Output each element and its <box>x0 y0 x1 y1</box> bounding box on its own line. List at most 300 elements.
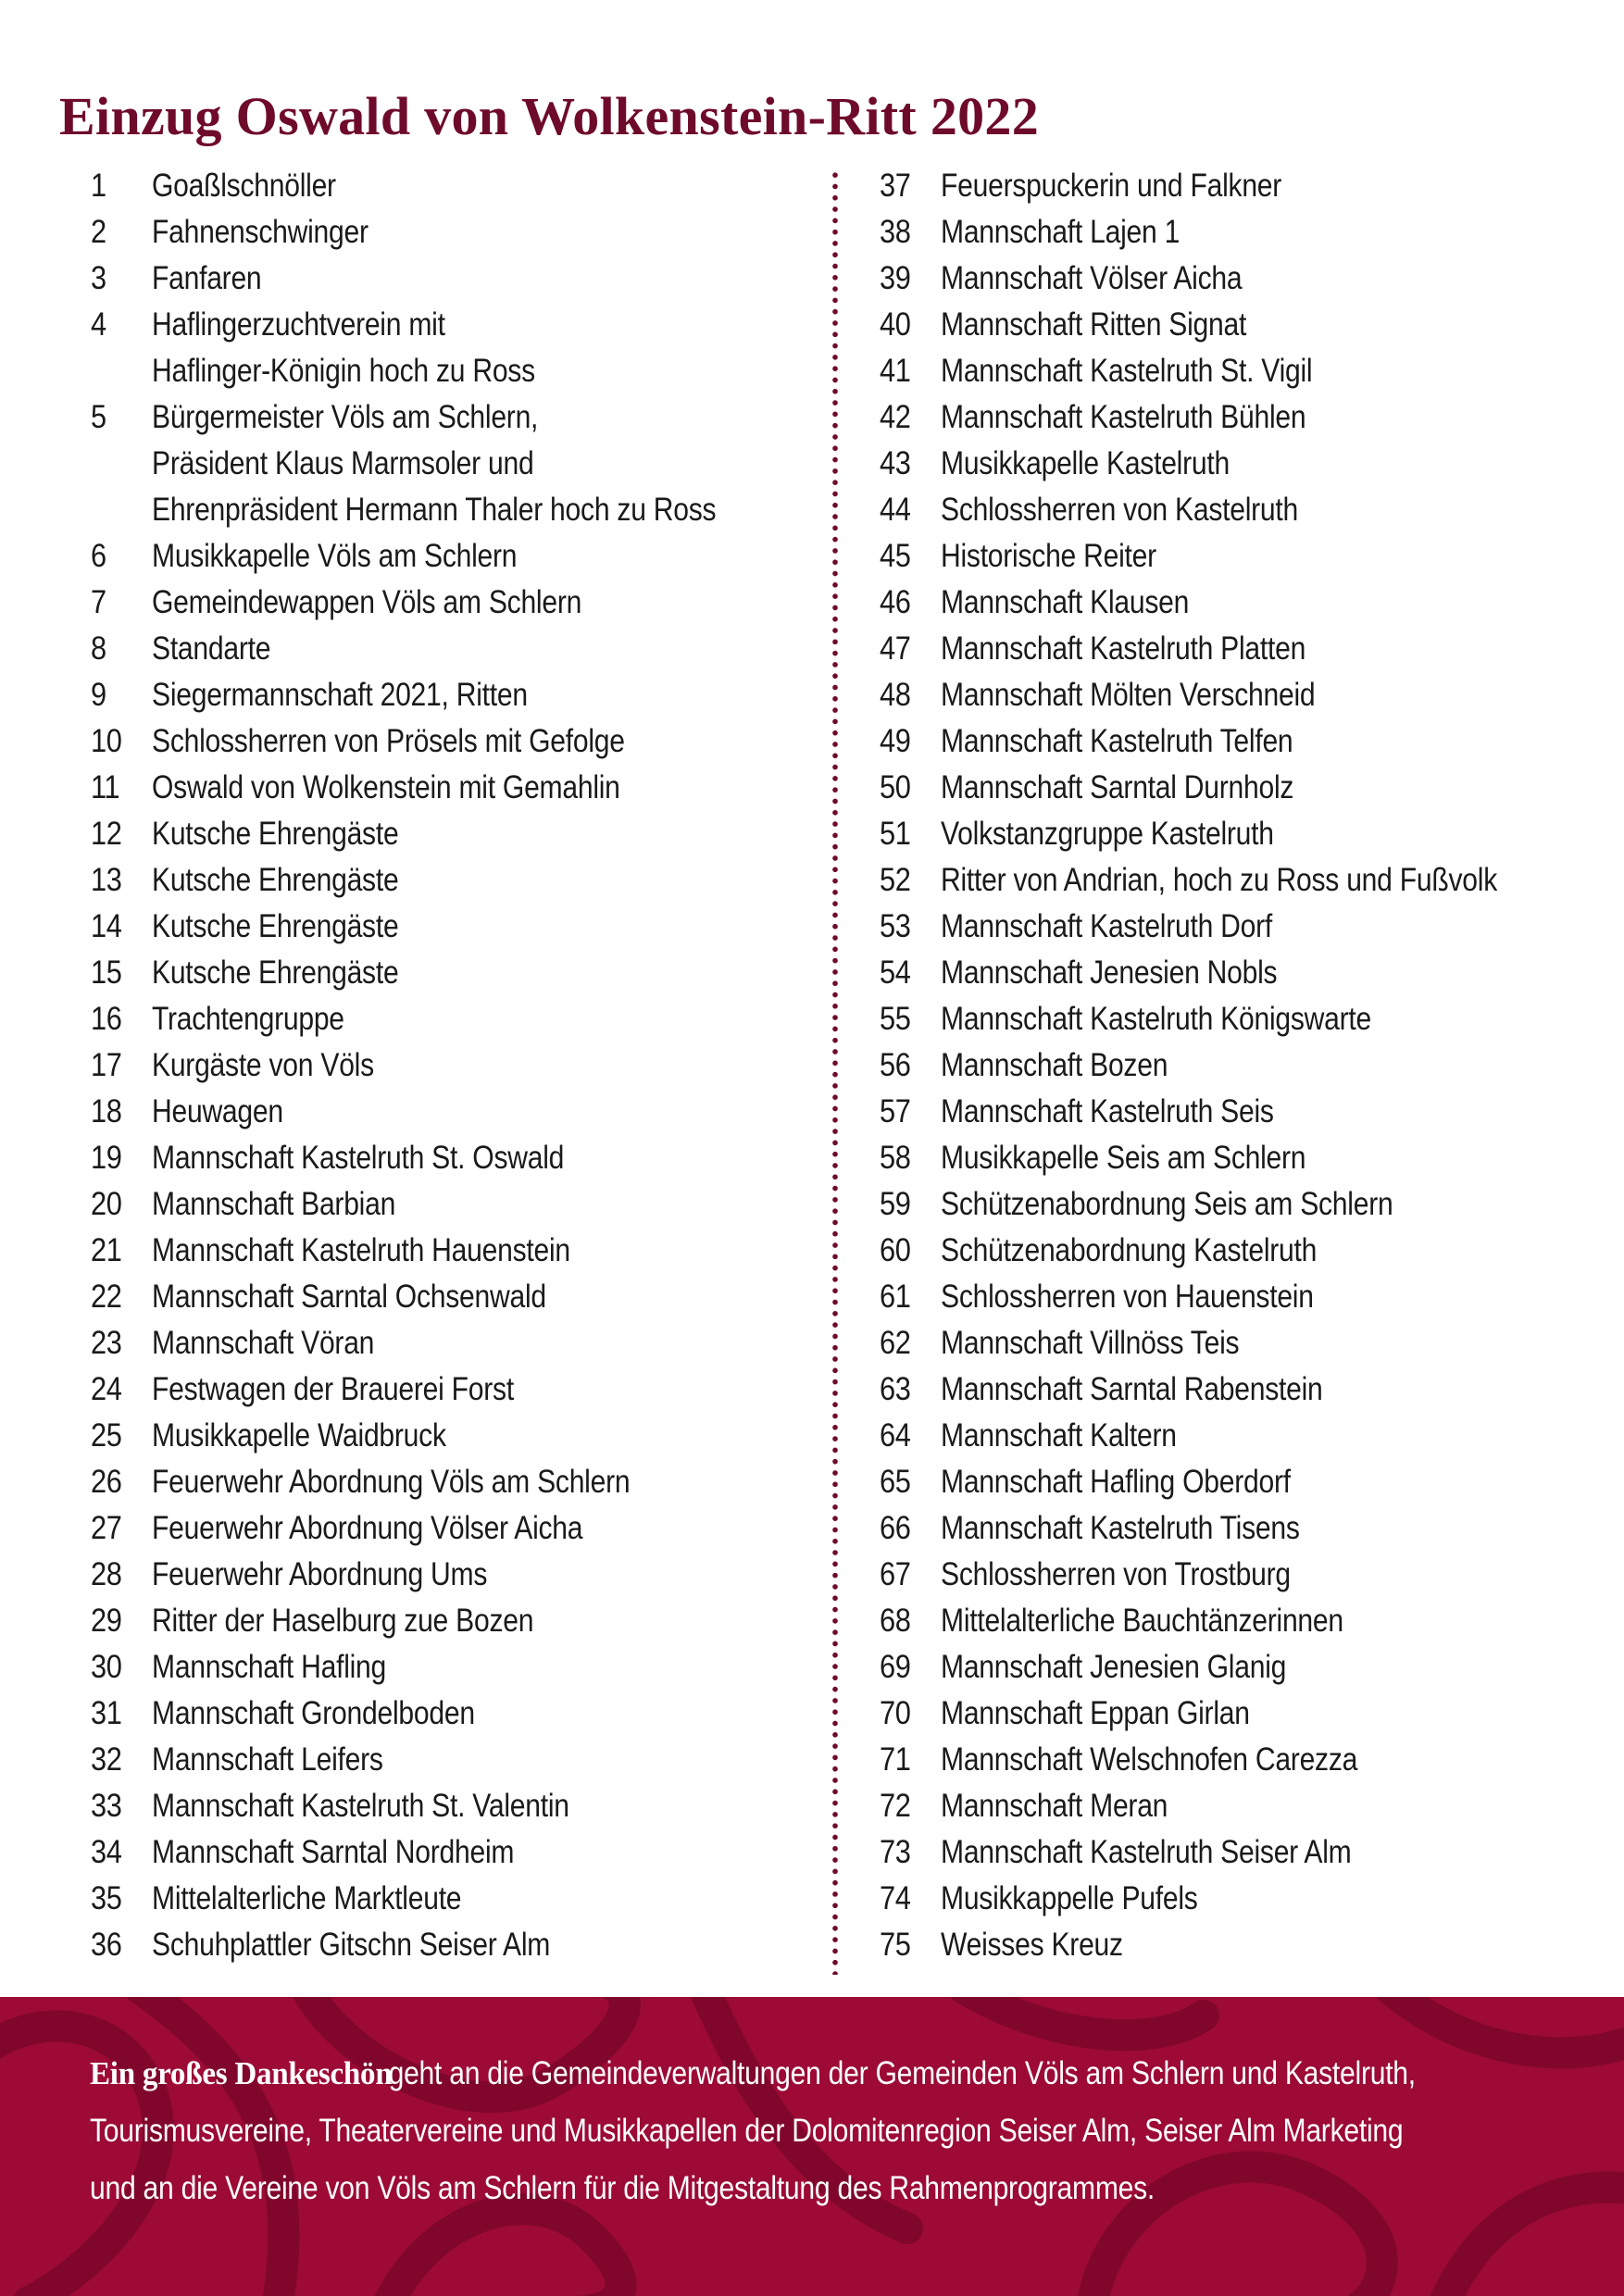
procession-item-line: Mannschaft Hafling Oberdorf <box>941 1464 1291 1500</box>
thanks-banner <box>0 1997 1624 2296</box>
procession-item <box>91 626 794 672</box>
procession-item-number: 48 <box>880 677 911 713</box>
procession-item-line: Goaßlschnöller <box>152 168 336 204</box>
procession-item-line: Schlossherren von Hauenstein <box>941 1279 1314 1315</box>
procession-item-number: 22 <box>91 1279 122 1315</box>
procession-item <box>880 394 1583 441</box>
procession-item-number: 41 <box>880 353 911 389</box>
procession-item <box>91 256 794 302</box>
procession-item <box>91 1737 794 1783</box>
procession-item-line: Volkstanzgruppe Kastelruth <box>941 816 1274 852</box>
procession-item-line: Mannschaft Eppan Girlan <box>941 1695 1250 1731</box>
procession-item-line: Bürgermeister Völs am Schlern, <box>152 399 539 435</box>
procession-item <box>880 1829 1583 1876</box>
procession-item-number: 13 <box>91 862 122 898</box>
procession-item-line: Mannschaft Kastelruth Seis <box>941 1093 1274 1129</box>
procession-item-number: 19 <box>91 1140 122 1176</box>
procession-item <box>880 348 1583 394</box>
procession-item-number: 1 <box>91 168 106 204</box>
procession-item-number: 8 <box>91 630 106 667</box>
procession-item-label <box>152 1552 794 1598</box>
procession-item-label <box>152 1413 794 1459</box>
procession-item-line: Mannschaft Vöran <box>152 1325 375 1361</box>
procession-item-line: Gemeindewappen Völs am Schlern <box>152 584 582 620</box>
procession-item-number: 14 <box>91 908 122 944</box>
procession-item-label <box>941 1691 1583 1737</box>
procession-item-label <box>941 580 1583 626</box>
procession-item-label <box>152 394 808 533</box>
procession-item-number: 57 <box>880 1093 911 1129</box>
procession-item-label <box>941 1366 1583 1413</box>
procession-item-label <box>941 904 1583 950</box>
thanks-text <box>90 2045 1590 2217</box>
procession-item-line: Mannschaft Bozen <box>941 1047 1168 1083</box>
procession-item-line: Mannschaft Völser Aicha <box>941 260 1243 296</box>
procession-item-label <box>941 626 1583 672</box>
procession-item-line: Musikkapelle Seis am Schlern <box>941 1140 1306 1176</box>
procession-item <box>91 1366 794 1413</box>
procession-item-line: Mannschaft Lajen 1 <box>941 214 1181 250</box>
procession-item-number: 32 <box>91 1741 122 1778</box>
procession-item <box>91 1181 794 1228</box>
procession-item <box>880 765 1583 811</box>
procession-item-line: Kutsche Ehrengäste <box>152 862 399 898</box>
procession-item-label <box>941 1598 1583 1644</box>
procession-item-number: 34 <box>91 1834 122 1870</box>
procession-item-number: 20 <box>91 1186 122 1222</box>
procession-item-label <box>941 256 1583 302</box>
procession-item-label <box>152 1691 794 1737</box>
procession-item-label <box>941 1459 1583 1505</box>
procession-item-line: Mannschaft Grondelboden <box>152 1695 475 1731</box>
procession-item <box>91 1783 794 1829</box>
procession-item-line: Ehrenpräsident Hermann Thaler hoch zu Ross <box>152 492 717 528</box>
procession-item-label <box>152 672 794 718</box>
procession-item-label <box>941 1552 1583 1598</box>
procession-list-right <box>880 163 1583 1968</box>
procession-item-label <box>152 996 794 1042</box>
procession-item-line: Schützenabordnung Seis am Schlern <box>941 1186 1393 1222</box>
procession-item-label <box>941 302 1583 348</box>
procession-item-label <box>941 718 1583 765</box>
procession-item-line: Mannschaft Sarntal Durnholz <box>941 769 1294 805</box>
procession-item-line: Kutsche Ehrengäste <box>152 816 399 852</box>
procession-item-line: Trachtengruppe <box>152 1001 344 1037</box>
procession-item-number: 11 <box>91 769 120 805</box>
procession-item <box>91 904 794 950</box>
procession-item-line: Fanfaren <box>152 260 262 296</box>
procession-item <box>880 857 1583 904</box>
procession-item-label <box>941 1922 1583 1968</box>
procession-item-line: Feuerwehr Abordnung Völser Aicha <box>152 1510 583 1546</box>
procession-item-line: Mannschaft Kastelruth Bühlen <box>941 399 1306 435</box>
procession-item-line: Mannschaft Sarntal Ochsenwald <box>152 1279 546 1315</box>
procession-item-number: 43 <box>880 445 911 481</box>
procession-item-line: Kurgäste von Völs <box>152 1047 374 1083</box>
procession-item-label <box>152 1459 794 1505</box>
procession-item <box>91 1459 794 1505</box>
procession-item-label <box>941 672 1583 718</box>
thanks-line-1 <box>90 2045 1416 2103</box>
procession-item-line: Mannschaft Ritten Signat <box>941 306 1247 343</box>
procession-item-number: 60 <box>880 1232 911 1268</box>
procession-item-line: Mannschaft Sarntal Nordheim <box>152 1834 515 1870</box>
procession-item-label <box>941 1320 1583 1366</box>
procession-item-line: Musikkapelle Völs am Schlern <box>152 538 518 574</box>
procession-item-number: 55 <box>880 1001 911 1037</box>
procession-item <box>91 1922 794 1968</box>
procession-item-line: Mannschaft Meran <box>941 1788 1168 1824</box>
procession-item-line: Siegermannschaft 2021, Ritten <box>152 677 528 713</box>
procession-item-number: 10 <box>91 723 122 759</box>
procession-item-label <box>941 1505 1583 1552</box>
procession-item-number: 68 <box>880 1603 911 1639</box>
procession-item-label <box>152 1366 794 1413</box>
procession-item <box>91 765 794 811</box>
procession-item-line: Ritter von Andrian, hoch zu Ross und Fußvolk <box>941 862 1497 898</box>
procession-item-number: 37 <box>880 168 911 204</box>
procession-item-line: Feuerspuckerin und Falkner <box>941 168 1282 204</box>
procession-item-number: 35 <box>91 1880 122 1916</box>
procession-item-line: Mannschaft Welschnofen Carezza <box>941 1741 1358 1778</box>
procession-item <box>880 1181 1583 1228</box>
procession-item-label <box>941 394 1583 441</box>
procession-item-line: Mannschaft Klausen <box>941 584 1190 620</box>
procession-item-label <box>941 857 1588 904</box>
procession-item-number: 27 <box>91 1510 122 1546</box>
procession-item-number: 23 <box>91 1325 122 1361</box>
procession-item <box>91 394 794 533</box>
procession-item <box>91 1829 794 1876</box>
procession-item-number: 56 <box>880 1047 911 1083</box>
procession-item-line: Weisses Kreuz <box>941 1927 1123 1963</box>
procession-item-number: 52 <box>880 862 911 898</box>
procession-item-label <box>941 533 1583 580</box>
procession-item <box>91 533 794 580</box>
procession-item-label <box>152 209 794 256</box>
procession-item-number: 15 <box>91 955 122 991</box>
procession-item <box>91 950 794 996</box>
procession-item-line: Mannschaft Kastelruth Seiser Alm <box>941 1834 1352 1870</box>
procession-item <box>91 1413 794 1459</box>
procession-item-label <box>941 950 1583 996</box>
procession-item-line: Haflingerzuchtverein mit <box>152 306 445 343</box>
procession-item-line: Mittelalterliche Bauchtänzerinnen <box>941 1603 1343 1639</box>
procession-item <box>880 626 1583 672</box>
procession-item-number: 64 <box>880 1417 911 1454</box>
procession-item-line: Standarte <box>152 630 271 667</box>
procession-item-number: 47 <box>880 630 911 667</box>
procession-item-line: Mannschaft Jenesien Nobls <box>941 955 1278 991</box>
procession-item-number: 6 <box>91 538 106 574</box>
procession-item <box>880 811 1583 857</box>
thanks-line-1-text: geht an die Gemeindeverwaltungen der Gemeinden Völs am Schlern und Kastelruth, <box>388 2055 1416 2091</box>
procession-item-number: 4 <box>91 306 106 343</box>
procession-item <box>91 1042 794 1089</box>
procession-item-number: 31 <box>91 1695 122 1731</box>
procession-item <box>91 718 794 765</box>
procession-item-label <box>152 904 794 950</box>
procession-item-label <box>941 765 1583 811</box>
procession-item-number: 18 <box>91 1093 122 1129</box>
procession-item-label <box>941 1876 1583 1922</box>
procession-item <box>880 1274 1583 1320</box>
procession-item-number: 33 <box>91 1788 122 1824</box>
procession-item-line: Mannschaft Kastelruth Telfen <box>941 723 1293 759</box>
procession-item-label <box>152 1922 794 1968</box>
procession-item-number: 26 <box>91 1464 122 1500</box>
procession-item <box>880 718 1583 765</box>
procession-item-number: 65 <box>880 1464 911 1500</box>
procession-item-number: 53 <box>880 908 911 944</box>
procession-item-label <box>941 1042 1583 1089</box>
procession-item-line: Feuerwehr Abordnung Völs am Schlern <box>152 1464 631 1500</box>
procession-item <box>880 1876 1583 1922</box>
procession-item-label <box>941 487 1583 533</box>
procession-item <box>880 1459 1583 1505</box>
procession-item-line: Musikkapelle Waidbruck <box>152 1417 446 1454</box>
procession-item-line: Festwagen der Brauerei Forst <box>152 1371 514 1407</box>
procession-item-label <box>152 1089 794 1135</box>
procession-item-label <box>152 533 794 580</box>
procession-item-number: 7 <box>91 584 106 620</box>
procession-item-line: Ritter der Haselburg zue Bozen <box>152 1603 534 1639</box>
procession-item <box>91 302 794 394</box>
procession-item-label <box>152 1320 794 1366</box>
procession-item-number: 54 <box>880 955 911 991</box>
procession-item-line: Musikkapelle Kastelruth <box>941 445 1230 481</box>
procession-item <box>91 811 794 857</box>
procession-item-number: 72 <box>880 1788 911 1824</box>
procession-item-label <box>941 1829 1583 1876</box>
procession-item <box>880 996 1583 1042</box>
procession-item <box>91 1691 794 1737</box>
procession-item-line: Mannschaft Jenesien Glanig <box>941 1649 1287 1685</box>
procession-item-line: Feuerwehr Abordnung Ums <box>152 1556 488 1592</box>
procession-item-number: 51 <box>880 816 911 852</box>
procession-item-number: 36 <box>91 1927 122 1963</box>
procession-item-label <box>941 348 1583 394</box>
procession-item-line: Mannschaft Kastelruth Tisens <box>941 1510 1300 1546</box>
procession-item-number: 59 <box>880 1186 911 1222</box>
procession-item <box>880 904 1583 950</box>
procession-item-line: Schlossherren von Kastelruth <box>941 492 1298 528</box>
procession-item <box>880 1922 1583 1968</box>
procession-item-line: Kutsche Ehrengäste <box>152 955 399 991</box>
procession-item-label <box>152 626 794 672</box>
thanks-line-3: und an die Vereine von Völs am Schlern für die Mitgestaltung des Rahmenprogrammes. <box>90 2170 1156 2206</box>
procession-item-line: Schuhplattler Gitschn Seiser Alm <box>152 1927 551 1963</box>
procession-item-label <box>152 1274 794 1320</box>
procession-item <box>880 1089 1583 1135</box>
procession-item <box>880 163 1583 209</box>
procession-item-label <box>941 1274 1583 1320</box>
procession-item <box>880 1691 1583 1737</box>
procession-item-line: Historische Reiter <box>941 538 1156 574</box>
procession-item-label <box>152 718 794 765</box>
procession-item-label <box>941 1228 1583 1274</box>
procession-item <box>880 1552 1583 1598</box>
procession-item-number: 29 <box>91 1603 122 1639</box>
procession-item-label <box>152 1644 794 1691</box>
procession-item-number: 62 <box>880 1325 911 1361</box>
procession-item-number: 28 <box>91 1556 122 1592</box>
procession-item <box>880 441 1583 487</box>
procession-item-line: Mannschaft Kastelruth St. Vigil <box>941 353 1313 389</box>
thanks-line-2: Tourismusvereine, Theatervereine und Musikkapellen der Dolomitenregion Seiser Alm, Seiser Alm Marketing <box>90 2113 1404 2149</box>
procession-item-label <box>152 950 794 996</box>
procession-item-label <box>152 1598 794 1644</box>
procession-item <box>91 580 794 626</box>
procession-item-number: 58 <box>880 1140 911 1176</box>
procession-item <box>880 256 1583 302</box>
procession-item-label <box>941 1135 1583 1181</box>
procession-item-label <box>941 1089 1583 1135</box>
procession-item-label <box>152 163 794 209</box>
procession-item <box>91 996 794 1042</box>
procession-item-line: Präsident Klaus Marmsoler und <box>152 445 534 481</box>
procession-item-number: 66 <box>880 1510 911 1546</box>
thanks-heading: Ein großes Dankeschön <box>90 2055 393 2091</box>
procession-item-label <box>152 1737 794 1783</box>
procession-item-line: Kutsche Ehrengäste <box>152 908 399 944</box>
procession-item-label <box>152 1505 794 1552</box>
procession-item-line: Mannschaft Kastelruth Hauenstein <box>152 1232 570 1268</box>
procession-item <box>880 1598 1583 1644</box>
procession-item-label <box>152 256 794 302</box>
procession-item-label <box>152 1829 794 1876</box>
procession-item <box>91 209 794 256</box>
procession-item-line: Mannschaft Kastelruth Königswarte <box>941 1001 1371 1037</box>
procession-item-line: Mannschaft Villnöss Teis <box>941 1325 1240 1361</box>
procession-item-line: Haflinger-Königin hoch zu Ross <box>152 353 535 389</box>
procession-item-line: Mannschaft Barbian <box>152 1186 396 1222</box>
procession-item <box>880 950 1583 996</box>
procession-item-line: Mannschaft Kastelruth Dorf <box>941 908 1273 944</box>
procession-item <box>91 1876 794 1922</box>
procession-item-number: 12 <box>91 816 122 852</box>
procession-item-number: 73 <box>880 1834 911 1870</box>
procession-item-number: 2 <box>91 214 106 250</box>
procession-item-label <box>941 1737 1583 1783</box>
procession-item <box>880 302 1583 348</box>
procession-item <box>91 1089 794 1135</box>
procession-item-line: Mannschaft Kastelruth Platten <box>941 630 1306 667</box>
procession-item-number: 38 <box>880 214 911 250</box>
procession-item-line: Schützenabordnung Kastelruth <box>941 1232 1318 1268</box>
procession-item <box>91 1274 794 1320</box>
procession-item-number: 40 <box>880 306 911 343</box>
procession-item-line: Heuwagen <box>152 1093 283 1129</box>
procession-item-number: 24 <box>91 1371 122 1407</box>
procession-item <box>91 857 794 904</box>
procession-item <box>91 1552 794 1598</box>
procession-item <box>880 533 1583 580</box>
procession-item-label <box>152 1876 794 1922</box>
procession-item-number: 63 <box>880 1371 911 1407</box>
procession-item-number: 44 <box>880 492 911 528</box>
procession-item-number: 9 <box>91 677 106 713</box>
page-title: Einzug Oswald von Wolkenstein-Ritt 2022 <box>59 85 1040 146</box>
procession-item-label <box>941 1644 1583 1691</box>
procession-item-number: 21 <box>91 1232 122 1268</box>
procession-item-number: 67 <box>880 1556 911 1592</box>
procession-item-line: Oswald von Wolkenstein mit Gemahlin <box>152 769 620 805</box>
procession-item-line: Schlossherren von Trostburg <box>941 1556 1291 1592</box>
procession-item <box>91 1505 794 1552</box>
procession-item-label <box>152 765 794 811</box>
procession-item-line: Fahnenschwinger <box>152 214 369 250</box>
procession-item <box>880 672 1583 718</box>
procession-item-line: Mannschaft Sarntal Rabenstein <box>941 1371 1323 1407</box>
procession-item-number: 17 <box>91 1047 122 1083</box>
procession-item <box>91 1320 794 1366</box>
procession-item-line: Schlossherren von Prösels mit Gefolge <box>152 723 625 759</box>
procession-item <box>91 163 794 209</box>
procession-item-number: 3 <box>91 260 106 296</box>
procession-item-label <box>152 580 794 626</box>
procession-item <box>91 1228 794 1274</box>
procession-item <box>880 1228 1583 1274</box>
procession-item <box>880 580 1583 626</box>
procession-item <box>880 1783 1583 1829</box>
procession-item <box>880 1042 1583 1089</box>
procession-item-number: 75 <box>880 1927 911 1963</box>
swirl-6 <box>963 1997 1204 2035</box>
procession-item <box>880 1320 1583 1366</box>
procession-item-label <box>152 302 794 394</box>
procession-list-left <box>91 163 794 1968</box>
procession-item <box>91 1644 794 1691</box>
procession-item-label <box>941 1413 1583 1459</box>
procession-item-line: Mannschaft Hafling <box>152 1649 387 1685</box>
procession-item-label <box>941 163 1583 209</box>
procession-item-line: Mannschaft Mölten Verschneid <box>941 677 1316 713</box>
procession-item-number: 30 <box>91 1649 122 1685</box>
procession-item-label <box>152 1042 794 1089</box>
procession-item <box>91 1598 794 1644</box>
procession-item <box>880 1505 1583 1552</box>
procession-item-number: 39 <box>880 260 911 296</box>
procession-item-number: 45 <box>880 538 911 574</box>
procession-item-label <box>152 1135 794 1181</box>
procession-item-label <box>152 857 794 904</box>
procession-item-line: Mittelalterliche Marktleute <box>152 1880 462 1916</box>
procession-item-number: 74 <box>880 1880 911 1916</box>
procession-item-line: Mannschaft Kaltern <box>941 1417 1177 1454</box>
procession-item-line: Mannschaft Kastelruth St. Valentin <box>152 1788 569 1824</box>
procession-item <box>880 209 1583 256</box>
procession-item-label <box>152 1181 794 1228</box>
procession-item-label <box>941 996 1583 1042</box>
procession-item-label <box>941 441 1583 487</box>
procession-item-number: 46 <box>880 584 911 620</box>
procession-item-number: 69 <box>880 1649 911 1685</box>
procession-item-label <box>152 1228 794 1274</box>
procession-item-line: Mannschaft Kastelruth St. Oswald <box>152 1140 565 1176</box>
procession-item-label <box>152 1783 794 1829</box>
procession-item-number: 25 <box>91 1417 122 1454</box>
procession-item-number: 61 <box>880 1279 911 1315</box>
procession-item <box>880 1644 1583 1691</box>
procession-item-number: 16 <box>91 1001 122 1037</box>
procession-item-label <box>941 1181 1583 1228</box>
procession-item-line: Musikkappelle Pufels <box>941 1880 1198 1916</box>
procession-item <box>880 1135 1583 1181</box>
procession-item-label <box>941 1783 1583 1829</box>
procession-item-number: 50 <box>880 769 911 805</box>
swirl-4 <box>389 2209 621 2296</box>
